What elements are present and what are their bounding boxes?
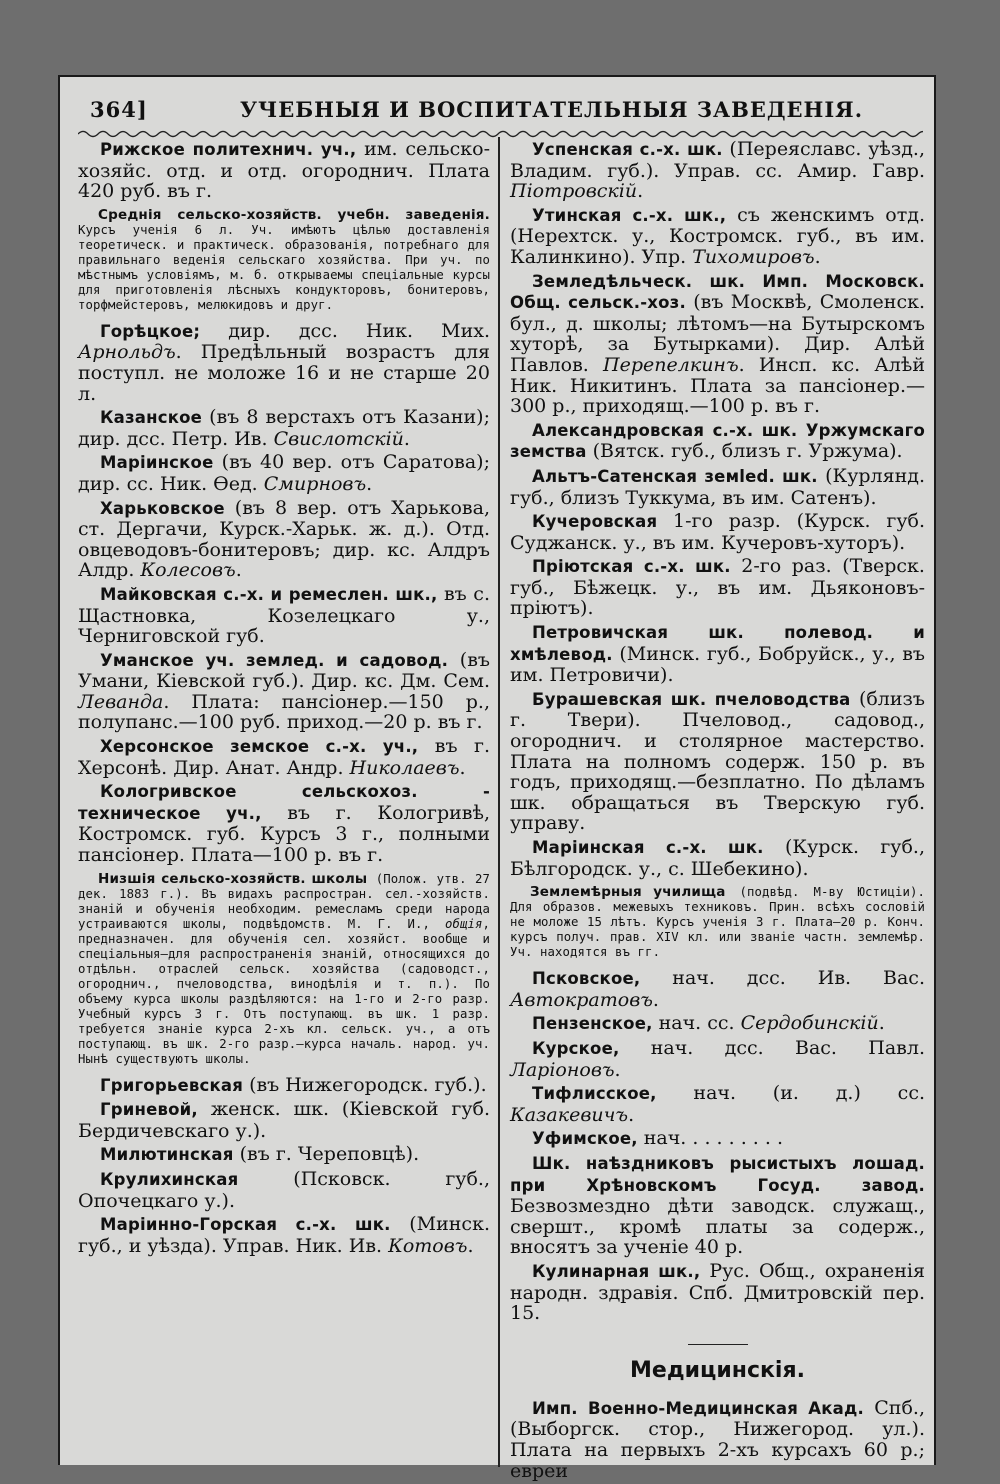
entry-name: Кологривское сельскохоз. - техническое уч.,: [78, 782, 490, 823]
entry-paragraph: [78, 1099, 490, 1141]
entry-paragraph: [510, 420, 925, 463]
entry-paragraph: [510, 1038, 925, 1080]
entry-text: (Вятск. губ., близъ г. Уржума).: [586, 440, 903, 463]
left-column: [78, 139, 490, 1259]
entry-text: съ женскимъ отд. (Нерехтск. у., Костромск. губ., въ им. Калинкино). Упр.: [510, 203, 925, 268]
entry-paragraph: [510, 1013, 925, 1035]
entry-name: Имп. Военно-Медицинская Акад.: [532, 1398, 864, 1418]
entry-text: . Предѣльный возрастъ для поступл. не моложе 16 и не старше 20 л.: [78, 341, 490, 405]
entry-person: Котовъ: [388, 1234, 468, 1257]
entry-name: Маріинская с.-х. шк.: [532, 838, 764, 857]
entry-text: .: [628, 1103, 635, 1126]
entry-paragraph: [78, 321, 490, 404]
entry-text: нач. сс.: [652, 1012, 741, 1035]
entry-person: Арнольдъ: [78, 341, 176, 364]
entry-text: (въ г. Череповцѣ).: [233, 1143, 420, 1166]
entry-person: Ларіоновъ: [510, 1058, 615, 1081]
entry-text: (Переяславс. уѣзд., Владим. губ.). Управ. сс. Амир. Гавр.: [510, 138, 925, 182]
entry-text: нач. дсс. Вас. Павл.: [619, 1036, 925, 1059]
entry-text: .: [614, 1058, 621, 1081]
entry-paragraph: [510, 1153, 925, 1258]
entry-person: Смирновъ: [263, 472, 367, 495]
entry-text: нач. (и. д.) сс.: [656, 1082, 925, 1105]
entry-name: Псковское,: [532, 969, 641, 989]
entry-person: общія: [444, 916, 483, 931]
entry-name: Курское,: [532, 1038, 620, 1058]
entry-name: Пензенское,: [532, 1014, 653, 1034]
entry-text: .: [459, 756, 466, 779]
entry-name: Харьковское: [100, 498, 225, 518]
entry-paragraph: [510, 968, 925, 1010]
entry-paragraph: [510, 466, 925, 508]
entry-name: Утинская с.-х. шк.,: [532, 205, 727, 225]
entry-person: Казакевичъ: [510, 1103, 629, 1126]
entry-paragraph: [78, 1214, 490, 1256]
entry-paragraph: [510, 511, 925, 553]
entry-text: (Курск. губ., Бѣлгородск. у., с. Шебекино).: [510, 836, 926, 880]
entry-text: Рус. Общ., охраненія народн. здравія. Спб. Дмитровскій пер. 15.: [510, 1259, 925, 1325]
page-title: УЧЕБНЫЯ И ВОСПИТАТЕЛЬНЫЯ ЗАВЕДЕНІЯ.: [240, 97, 863, 122]
entry-text: (въ Нижегородск. губ.).: [243, 1073, 487, 1096]
note-paragraph: [78, 872, 490, 1067]
entry-text: нач. дсс. Ив. Вас.: [640, 967, 925, 990]
entry-text: .: [467, 1234, 474, 1257]
entry-person: Перепелкинъ: [603, 353, 739, 376]
entry-paragraph: [78, 584, 490, 647]
entry-text: .: [814, 245, 821, 268]
note-paragraph: [78, 208, 490, 313]
entry-paragraph: [78, 407, 490, 449]
entry-paragraph: [78, 736, 490, 778]
entry-text: въ г. Херсонѣ. Дир. Анат. Андр.: [78, 735, 491, 779]
entry-name: Григорьевская: [100, 1075, 244, 1095]
entry-paragraph: [78, 650, 490, 733]
entry-name: Маріинно-Горская с.-х. шк.: [100, 1215, 391, 1235]
entry-name: Низшія сельско-хозяйств. школы: [98, 870, 368, 887]
entry-text: (въ Умани, Кіевской губ.). Дир. кс. Дм. Сем.: [78, 648, 490, 693]
entry-paragraph: [510, 1128, 925, 1150]
entry-name: Кучеровская: [532, 512, 658, 532]
entry-name: Казанское: [100, 408, 203, 428]
entry-name: Успенская с.-х. шк.: [532, 140, 723, 159]
entry-person: Автократовъ: [510, 988, 653, 1011]
entry-text: (въ 8 вер. отъ Харькова, ст. Дергачи, Курск.-Харьк. ж. д.). Отд. овцеводовъ-бонитеровъ; дир. кс. Алдръ Алдр.: [78, 496, 490, 582]
entry-name: Шк. наѣздниковъ рысистыхъ лошад. при Хрѣновскомъ Госуд. завод.: [510, 1153, 925, 1195]
entry-name: Рижское политехнич. уч.,: [100, 140, 357, 159]
entry-name: Уфимское,: [532, 1129, 638, 1149]
entry-name: Земледѣльческ. шк. Имп. Московск. Общ. сельск.-хоз.: [510, 271, 925, 313]
entry-text: (Минск. губ., и уѣзда). Управ. Ник. Ив.: [78, 1213, 490, 1257]
section-divider: [688, 1344, 748, 1346]
entry-text: Безвозмездно дѣти заводск. служащ., свершт., кромѣ платы за содерж., вносятъ за ученіе 40 р.: [510, 1195, 925, 1259]
entry-text: .: [637, 180, 644, 203]
entry-text: (Полож. утв. 27 дек. 1883 г.). Въ видахъ распростран. сел.-хозяйств. знаній и обученія необходим. ремесламъ среди народа устраиваются школы, подвѣдомств. М. Г. И.,: [78, 871, 490, 931]
entry-text: .: [366, 472, 373, 495]
entry-name: Пріютская с.-х. шк.: [532, 557, 731, 577]
entry-text: (Курлянд. губ., близъ Туккума, въ им. Сатенъ).: [510, 464, 925, 509]
entry-paragraph: [510, 205, 925, 268]
entry-text: .: [235, 559, 242, 582]
section-entry: [510, 1398, 925, 1481]
entry-text: , предназначен. для обученія сел. хозяйст. вообще и спеціальныя—для распространенія знаній, относящихся до отдѣльн. отраслей сельск. хозяйства (садоводст., огороднич., пчеловодства, винодѣлія и т. п.). По объему курса школы раздѣляются: на 1-го и 2-го разр. Учебный курсъ 3 г. Отъ поступающ. въ шк. 1 разр. требуется знаніе курса 2-хъ кл. сельск. уч., а отъ поступающ. въ шк. 2-го разр.—курса началь. народ. уч. Нынѣ существуютъ школы.: [78, 916, 490, 1066]
entry-text: Спб., (Выборгск. стор., Нижегород. ул.). Плата на первыхъ 2-хъ курсахъ 60 р.; евреи: [510, 1396, 925, 1482]
entry-name: Уманское уч. землед. и садовод.: [100, 650, 449, 670]
entry-paragraph: [510, 139, 925, 202]
right-column: [510, 139, 925, 1484]
entry-name: Кулинарная шк.,: [532, 1261, 701, 1281]
entry-name: Бурашевская шк. пчеловодства: [532, 689, 851, 709]
entry-person: Піотровскій: [510, 180, 638, 203]
entry-text: . Инсп. кс. Алѣй Ник. Никитинъ. Плата за пансіонер.—300 р., приходящ.—100 р. въ г.: [510, 353, 925, 418]
entry-text: .: [878, 1012, 885, 1035]
entry-paragraph: [510, 1083, 925, 1125]
entry-text: .: [403, 427, 410, 450]
right-column-entries: [510, 139, 925, 1324]
entry-paragraph: [510, 622, 925, 686]
entry-text: (близъ г. Твери). Пчеловод., садовод., огороднич. и столярное мастерство. Плата на полномъ содерж. 150 р. въ годъ, приходящ.—безплатно. По дѣламъ шк. обращаться въ Тверскую губ. управу.: [510, 687, 925, 835]
entry-text: 1-го разр. (Курск. губ. Суджанск. у., въ им. Кучеровъ-хуторъ).: [510, 510, 925, 554]
entry-person: Свислотскій: [273, 427, 404, 450]
entry-name: Милютинская: [100, 1145, 234, 1165]
entry-name: Маріинское: [100, 453, 214, 473]
column-divider: [498, 137, 500, 1467]
entry-paragraph: [78, 1144, 490, 1166]
entry-person: Тихомировъ: [692, 245, 815, 268]
entry-paragraph: [78, 1169, 490, 1211]
entry-paragraph: [78, 1075, 490, 1097]
entry-text: .: [652, 988, 659, 1011]
entry-text: 2-го раз. (Тверск. губ., Бѣжецк. у., въ им. Дьяконовъ-пріютъ).: [510, 555, 925, 620]
entry-text: (въ 40 вер. отъ Саратова); дир. сс. Ник. Ѳед.: [78, 451, 490, 495]
entry-person: Леванда: [78, 690, 164, 713]
entry-text: (въ 8 верстахъ отъ Казани); дир. дсс. Петр. Ив.: [78, 406, 490, 450]
entry-text: (Псковск. губ., Опочецкаго у.).: [78, 1168, 490, 1212]
entry-text: им. сельско-хозяйс. отд. и отд. огороднич. Плата 420 руб. въ г.: [78, 138, 490, 203]
entry-text: женск. шк. (Кіевской губ. Бердичевскаго у.).: [78, 1098, 490, 1142]
entry-person: Колесовъ: [140, 559, 236, 582]
entry-text: . Плата: пансіонер.—150 р., полупанс.—100 руб. приход.—20 р. въ г.: [78, 690, 490, 734]
entry-person: Николаевъ: [349, 756, 460, 779]
entry-name: Тифлисское,: [532, 1084, 657, 1104]
document-page: [58, 75, 936, 1482]
entry-text: въ с. Щастновка, Козелецкаго у., Черниговской губ.: [78, 582, 490, 648]
entry-name: Гриневой,: [100, 1100, 198, 1120]
entry-text: нач. . . . . . . . .: [637, 1127, 783, 1150]
entry-paragraph: [510, 1261, 925, 1324]
entry-name: Среднія сельско-хозяйств. учебн. заведенія.: [98, 206, 490, 223]
entry-name: Крулихинская: [100, 1170, 239, 1189]
entry-paragraph: [510, 556, 925, 619]
entry-text: (въ Москвѣ, Смоленск. бул., д. школы; лѣтомъ—на Бутырскомъ хуторѣ, за Бутырками). Дир. Алѣй Павлов.: [510, 291, 925, 376]
entry-paragraph: [78, 139, 490, 202]
entry-name: Альтъ-Сатенская земled. шк.: [532, 466, 818, 486]
note-paragraph: [510, 885, 925, 960]
entry-text: дир. дсс. Ник. Мих.: [200, 319, 490, 342]
entry-paragraph: [78, 498, 490, 581]
entry-paragraph: [510, 271, 925, 417]
entry-paragraph: [78, 781, 490, 865]
entry-name: Землемѣрныя училища: [530, 884, 726, 901]
entry-paragraph: [510, 837, 925, 879]
entry-text: Курсъ ученія 6 л. Уч. имѣютъ цѣлью доставленія теоретическ. и практическ. образованія, потребнаго для правильнаго веденія сельскаго хозяйства. При уч. по мѣстнымъ условіямъ, м. б. открываемы спеціальные курсы для приготовленія лѣсныхъ кондукторовъ, бонитеровъ, торфмейстеровъ, мелюкидовъ и друг.: [78, 222, 490, 312]
entry-text: (Минск. губ., Бобруйск., у., въ им. Петровичи).: [510, 642, 925, 687]
entry-text: въ г. Кологривѣ, Костромск. губ. Курсъ 3 г., полными пансіонер. Плата—100 р. въ г.: [78, 801, 490, 867]
entry-name: Петровичская шк. полевод. и хмѣлевод.: [510, 623, 925, 664]
page-number: 364]: [90, 97, 148, 122]
entry-name: Херсонское земское с.-х. уч.,: [100, 737, 419, 757]
entry-name: Майковская с.-х. и ремеслен. шк.,: [100, 584, 438, 604]
section-heading: Медицинскія.: [630, 1358, 805, 1384]
entry-paragraph: [78, 452, 490, 494]
entry-name: Александровская с.-х. шк. Уржумскаго земства: [510, 420, 925, 462]
entry-person: Сердобинскій: [740, 1012, 879, 1035]
entry-text: (подвѣд. М-ву Юстиціи). Для образов. межевыхъ техниковъ. Прин. всѣхъ сословій не моложе 15 лѣтъ. Курсъ ученія 3 г. Плата—20 р. Конч. курсъ получ. прав. XIV кл. или званіе частн. землемѣр. Уч. находятся въ гг.: [510, 885, 925, 960]
entry-paragraph: [510, 689, 925, 834]
entry-name: Горѣцкое;: [100, 321, 201, 341]
